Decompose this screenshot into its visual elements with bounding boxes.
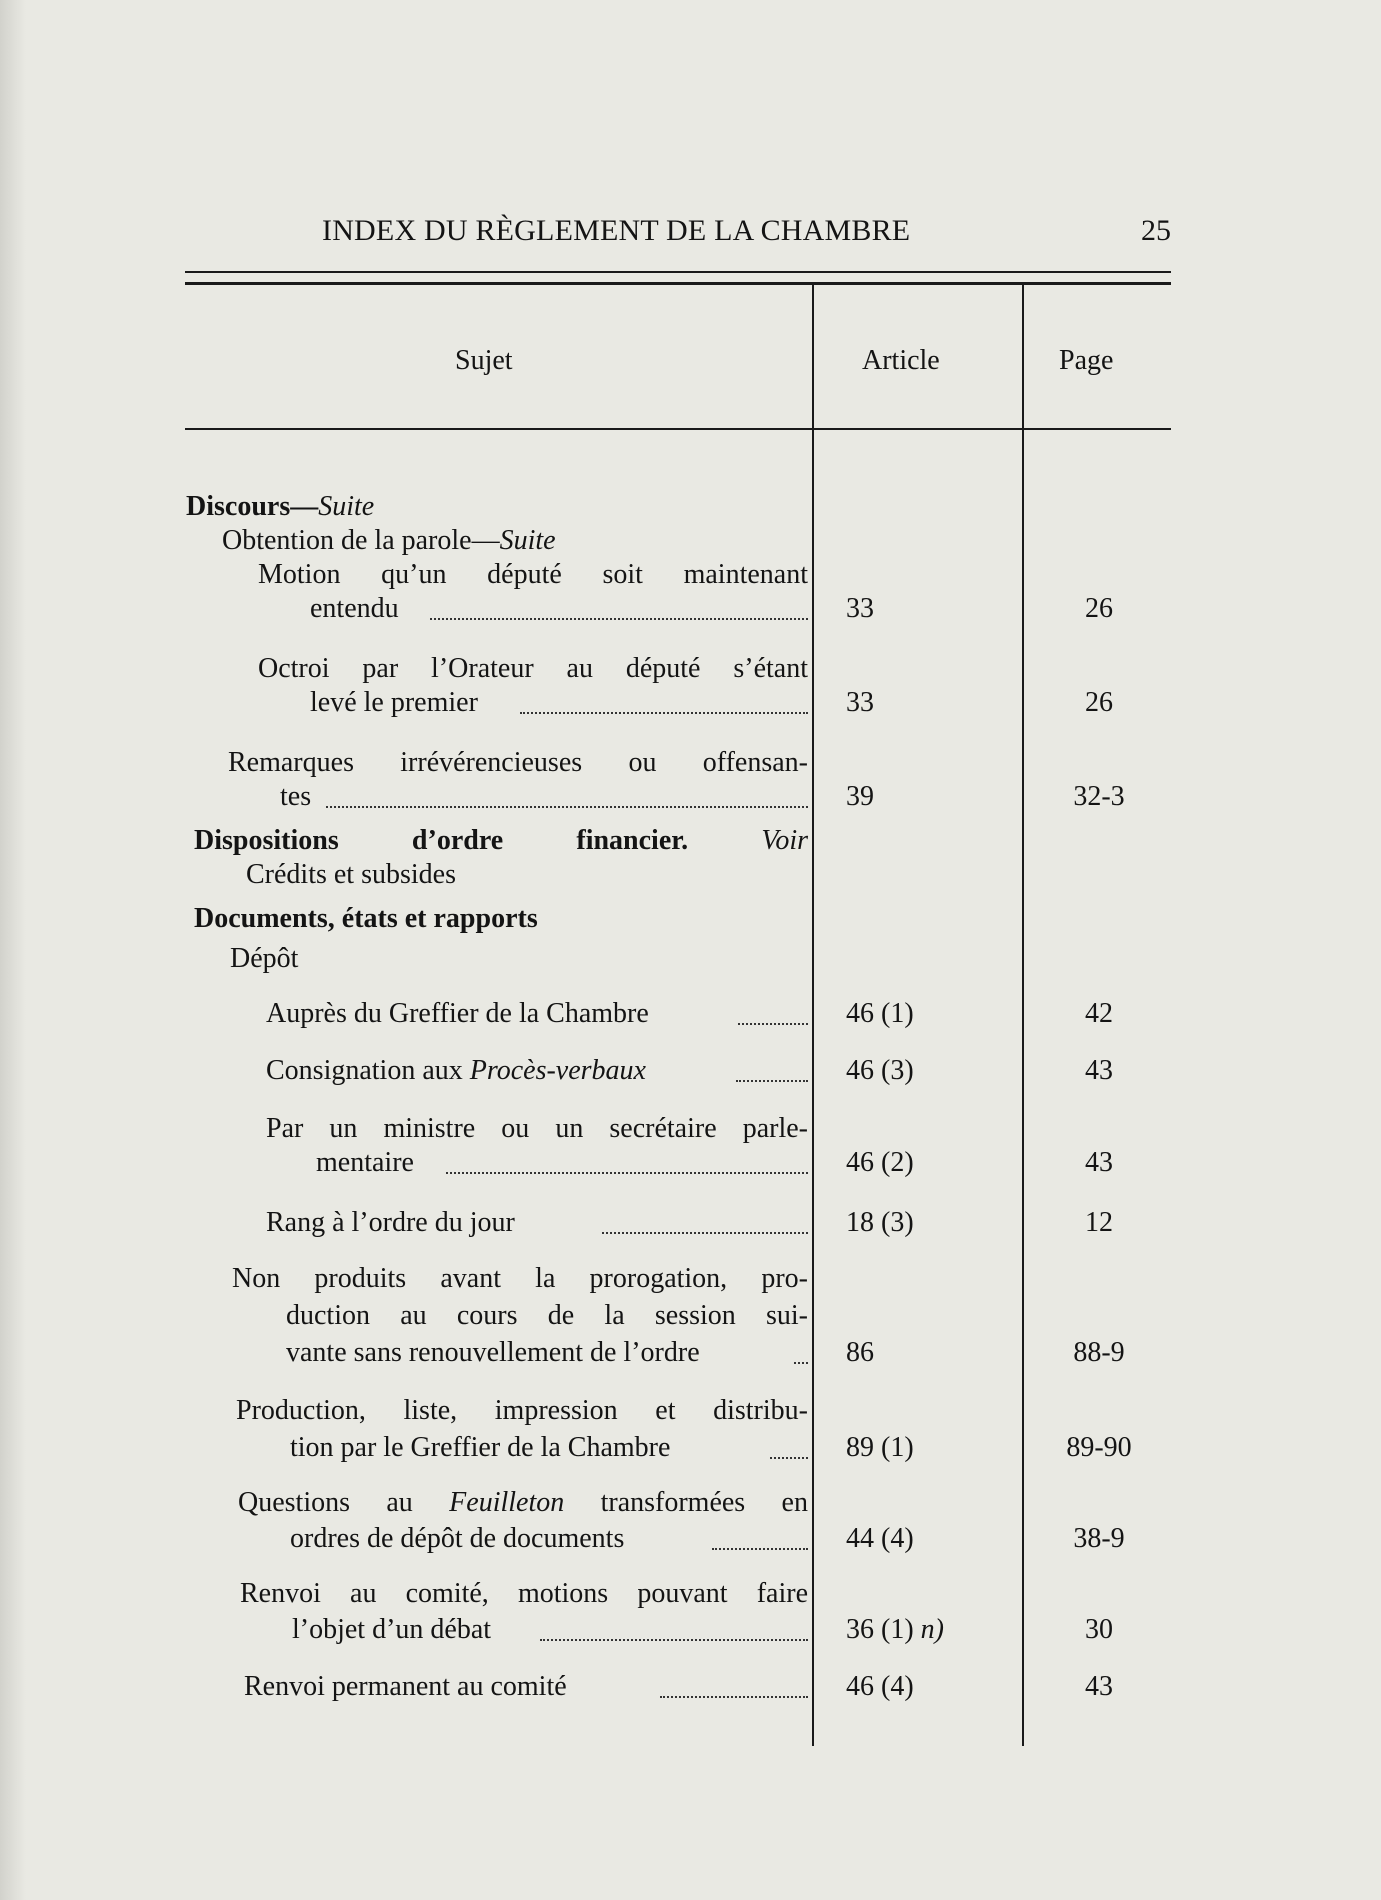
entry-motion-line1: Motion qu’un député soit maintenant xyxy=(258,559,808,590)
header-rule-top xyxy=(185,271,1171,273)
entry-consignation xyxy=(266,1054,646,1088)
entry-obtention xyxy=(222,524,556,558)
entry-dispositions-line1 xyxy=(194,824,808,858)
entry-non-line2: duction au cours de la session sui- xyxy=(286,1300,808,1331)
entry-dispositions-label: Dispositions d’ordre financier. xyxy=(194,825,689,856)
column-divider-subject-article xyxy=(812,282,814,1746)
leader-dots xyxy=(712,1548,808,1550)
page-number: 25 xyxy=(1141,214,1171,247)
renvoi-article-italic: n) xyxy=(920,1614,944,1645)
questions-page: 38-9 xyxy=(1073,1523,1125,1554)
column-header-page: Page xyxy=(1059,345,1114,376)
non-page: 88-9 xyxy=(1073,1337,1125,1368)
leader-dots xyxy=(540,1639,808,1641)
entry-rang: Rang à l’ordre du jour xyxy=(266,1207,515,1238)
rang-article: 18 (3) xyxy=(846,1207,914,1238)
entry-discours xyxy=(186,490,374,524)
entry-renvoi-line1: Renvoi au comité, motions pouvant faire xyxy=(240,1578,808,1609)
renvoi-page: 30 xyxy=(1085,1614,1113,1645)
page-edge-shadow xyxy=(0,0,26,1900)
entry-ministre-line1: Par un ministre ou un secrétaire parle- xyxy=(266,1113,808,1144)
octroi-page: 26 xyxy=(1085,687,1113,718)
motion-article: 33 xyxy=(846,593,874,624)
entry-non-line1: Non produits avant la prorogation, pro- xyxy=(232,1263,808,1294)
renvoi-article xyxy=(846,1613,944,1647)
production-article: 89 (1) xyxy=(846,1432,914,1463)
entry-remarques-line2: tes xyxy=(280,781,312,812)
leader-dots xyxy=(738,1023,808,1025)
entry-consignation-italic: Procès-verbaux xyxy=(469,1055,646,1086)
leader-dots xyxy=(430,618,808,620)
non-article: 86 xyxy=(846,1337,874,1368)
rang-page: 12 xyxy=(1085,1207,1113,1238)
entry-depot: Dépôt xyxy=(230,943,299,974)
aupres-page: 42 xyxy=(1085,998,1113,1029)
consignation-article: 46 (3) xyxy=(846,1055,914,1086)
entry-discours-label: Discours xyxy=(186,491,291,522)
leader-dots xyxy=(770,1457,808,1459)
leader-dots xyxy=(794,1362,808,1364)
entry-obtention-label: Obtention de la parole xyxy=(222,525,472,556)
column-header-article: Article xyxy=(862,345,940,376)
entry-discours-suite: Suite xyxy=(318,491,375,522)
permanent-page: 43 xyxy=(1085,1671,1113,1702)
entry-questions-italic: Feuilleton xyxy=(449,1487,565,1518)
renvoi-article-num: 36 (1) xyxy=(846,1614,921,1645)
leader-dots xyxy=(660,1696,808,1698)
permanent-article: 46 (4) xyxy=(846,1671,914,1702)
entry-renvoi-line2: l’objet d’un débat xyxy=(292,1614,492,1645)
production-page: 89-90 xyxy=(1066,1432,1132,1463)
entry-dispositions-line2: Crédits et subsides xyxy=(246,859,456,890)
ministre-article: 46 (2) xyxy=(846,1147,914,1178)
column-divider-article-page xyxy=(1022,282,1024,1746)
remarques-page: 32-3 xyxy=(1073,781,1125,812)
entry-non-line3: vante sans renouvellement de l’ordre xyxy=(286,1337,700,1368)
entry-motion-line2: entendu xyxy=(310,593,399,624)
leader-dots xyxy=(446,1172,808,1174)
entry-production-line2: tion par le Greffier de la Chambre xyxy=(290,1432,671,1463)
column-header-subject: Sujet xyxy=(455,345,513,376)
entry-octroi-line1: Octroi par l’Orateur au député s’étant xyxy=(258,653,808,684)
entry-consignation-label: Consignation aux xyxy=(266,1055,470,1086)
motion-page: 26 xyxy=(1085,593,1113,624)
octroi-article: 33 xyxy=(846,687,874,718)
entry-obtention-suite: Suite xyxy=(499,525,556,556)
entry-discours-dash: — xyxy=(290,491,319,522)
leader-dots xyxy=(520,712,808,714)
running-header xyxy=(185,214,1171,254)
entry-questions-line1 xyxy=(238,1486,808,1520)
aupres-article: 46 (1) xyxy=(846,998,914,1029)
remarques-article: 39 xyxy=(846,781,874,812)
leader-dots xyxy=(326,806,808,808)
entry-permanent: Renvoi permanent au comité xyxy=(244,1671,567,1702)
ministre-page: 43 xyxy=(1085,1147,1113,1178)
entry-questions-post: transformées en xyxy=(564,1487,808,1518)
header-title: INDEX DU RÈGLEMENT DE LA CHAMBRE xyxy=(322,214,911,247)
leader-dots xyxy=(602,1232,808,1234)
consignation-page: 43 xyxy=(1085,1055,1113,1086)
entry-aupres: Auprès du Greffier de la Chambre xyxy=(266,998,649,1029)
entry-questions-line2: ordres de dépôt de documents xyxy=(290,1523,625,1554)
entry-ministre-line2: mentaire xyxy=(316,1147,414,1178)
entry-octroi-line2: levé le premier xyxy=(310,687,478,718)
entry-production-line1: Production, liste, impression et distribu- xyxy=(236,1395,808,1426)
questions-article: 44 (4) xyxy=(846,1523,914,1554)
leader-dots xyxy=(736,1080,808,1082)
entry-questions-pre: Questions au xyxy=(238,1487,450,1518)
entry-obtention-dash: — xyxy=(471,525,500,556)
entry-documents: Documents, états et rapports xyxy=(194,903,538,934)
entry-remarques-line1: Remarques irrévérencieuses ou offensan- xyxy=(228,747,808,778)
entry-dispositions-voir: Voir xyxy=(761,825,808,856)
